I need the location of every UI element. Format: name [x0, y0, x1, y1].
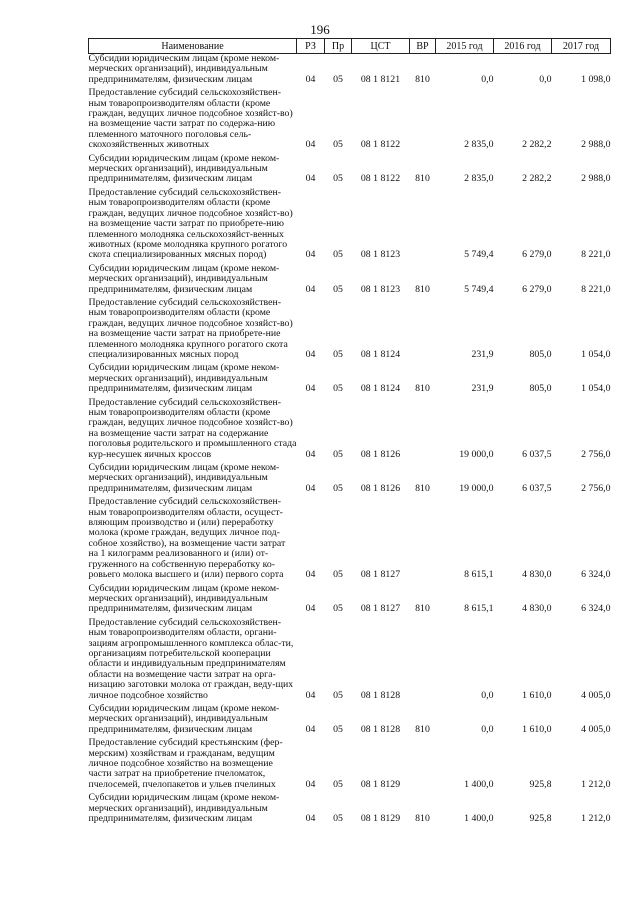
row-rz: 04 [305, 482, 316, 494]
row-name: Предоставление субсидий крестьянским (фер-мерским) хозяйствам и гражданам, ведущим личное подсобное хозяйство на возмещение части затрат на приобретение пчеломаток, пчелосемей, пчелопакетов и ульев пчелиных [88, 737, 283, 790]
header-2017: 2017 год [552, 39, 611, 54]
table-row [89, 793, 611, 827]
row-vr [410, 88, 436, 153]
row-2015: 2 835,0 [464, 173, 494, 185]
row-2015: 19 000,0 [459, 448, 494, 460]
row-name: Субсидии юридическим лицам (кроме неком-мерческих организаций), индивидуальным предпринимателям, физическим лицам [88, 152, 280, 185]
row-pr: 05 [333, 778, 343, 790]
row-2016: 6 279,0 [522, 283, 552, 295]
row-2015: 8 615,1 [464, 603, 494, 615]
table-row [89, 738, 611, 793]
row-vr: 810 [415, 73, 430, 85]
header-2015: 2015 год [436, 39, 494, 54]
row-2017: 1 054,0 [581, 348, 611, 360]
row-cst: 08 1 8123 [360, 283, 401, 295]
row-rz: 04 [305, 813, 316, 825]
row-2015: 5 749,4 [464, 249, 494, 261]
row-pr: 05 [333, 603, 343, 615]
row-2016: 4 830,0 [522, 603, 552, 615]
row-rz: 04 [305, 383, 316, 395]
row-2017: 1 212,0 [581, 778, 611, 790]
row-vr: 810 [415, 723, 430, 735]
row-cst: 08 1 8122 [360, 139, 401, 151]
row-pr: 05 [333, 383, 343, 395]
table-row [89, 618, 611, 704]
row-2015: 5 749,4 [464, 283, 494, 295]
row-2015: 0,0 [481, 723, 494, 735]
row-2015: 0,0 [481, 73, 494, 85]
row-rz: 04 [305, 348, 316, 360]
header-2016: 2016 год [494, 39, 552, 54]
row-name: Субсидии юридическим лицам (кроме неком-мерческих организаций), индивидуальным предпринимателям, физическим лицам [88, 53, 280, 85]
row-pr: 05 [333, 249, 343, 261]
row-pr: 05 [333, 139, 343, 151]
row-rz: 04 [305, 448, 316, 460]
row-rz: 04 [305, 689, 316, 701]
row-cst: 08 1 8128 [360, 723, 401, 735]
row-2017: 6 324,0 [581, 603, 611, 615]
table-row [89, 54, 611, 89]
table-row [89, 298, 611, 363]
row-vr: 810 [415, 603, 430, 615]
row-cst: 08 1 8129 [360, 778, 401, 790]
row-rz: 04 [305, 283, 316, 295]
row-2016: 2 282,2 [522, 173, 552, 185]
row-pr: 05 [333, 813, 343, 825]
row-vr [410, 298, 436, 363]
row-cst: 08 1 8122 [360, 173, 401, 185]
row-2016: 925,8 [529, 778, 552, 790]
row-vr [410, 738, 436, 793]
row-cst: 08 1 8126 [360, 448, 401, 460]
row-2017: 4 005,0 [581, 689, 611, 701]
row-name: Субсидии юридическим лицам (кроме неком-мерческих организаций), индивидуальным предпринимателям, физическим лицам [88, 582, 280, 615]
row-cst: 08 1 8127 [360, 603, 401, 615]
row-2015: 231,9 [471, 383, 494, 395]
row-rz: 04 [305, 778, 316, 790]
row-2016: 1 610,0 [522, 689, 552, 701]
row-pr: 05 [333, 569, 343, 581]
row-2015: 231,9 [471, 348, 494, 360]
table-row [89, 188, 611, 264]
row-2017: 2 756,0 [581, 448, 611, 460]
row-vr: 810 [415, 383, 430, 395]
row-2017: 4 005,0 [581, 723, 611, 735]
page-number: 196 [310, 22, 330, 37]
row-2017: 2 756,0 [581, 482, 611, 494]
row-vr [410, 398, 436, 463]
table-row [89, 463, 611, 497]
table-row [89, 363, 611, 397]
row-name: Предоставление субсидий сельскохозяйствен-ным товаропроизводителям области (кроме граждан, ведущих личное подсобное хозяйст-во) на возмещение части затрат по содержа-нию племенного маточного поголовья сель-скохозяйственных животных [88, 87, 293, 151]
row-cst: 08 1 8123 [360, 249, 401, 261]
row-vr: 810 [415, 482, 430, 494]
row-vr [410, 188, 436, 264]
row-cst: 08 1 8121 [360, 73, 401, 85]
row-2017: 6 324,0 [581, 569, 611, 581]
row-name: Предоставление субсидий сельскохозяйствен-ным товаропроизводителям области (кроме граждан, ведущих личное подсобное хозяйст-во) на возмещение части затрат на приобрете-ние племенного молодняка крупного рогатого скота специализированных мясных пород [88, 296, 293, 360]
row-2017: 2 988,0 [581, 139, 611, 151]
row-pr: 05 [333, 448, 343, 460]
row-2016: 4 830,0 [522, 569, 552, 581]
row-2016: 6 037,5 [522, 482, 552, 494]
row-rz: 04 [305, 73, 316, 85]
header-name: Наименование [89, 39, 297, 54]
row-pr: 05 [333, 482, 343, 494]
row-rz: 04 [305, 249, 316, 261]
row-cst: 08 1 8129 [360, 813, 401, 825]
row-name: Предоставление субсидий сельскохозяйствен-ным товаропроизводителям области, осущест-вляющим производство и (или) переработку молока (кроме граждан, ведущих личное под-собное хозяйство), на возмещение части затрат на 1 килограмм реализованного и (или) от-груженного на собственную переработку ко-ровьего молока высшего и (или) первого сорта [88, 496, 286, 581]
row-2016: 805,0 [529, 348, 552, 360]
row-cst: 08 1 8127 [360, 569, 401, 581]
table-row [89, 264, 611, 298]
row-2015: 8 615,1 [464, 569, 494, 581]
row-2017: 1 098,0 [581, 73, 611, 85]
row-rz: 04 [305, 569, 316, 581]
row-rz: 04 [305, 723, 316, 735]
table-row [89, 154, 611, 188]
row-2016: 805,0 [529, 383, 552, 395]
row-pr: 05 [333, 173, 343, 185]
row-name: Субсидии юридическим лицам (кроме неком-мерческих организаций), индивидуальным предпринимателям, физическим лицам [88, 462, 280, 494]
row-name: Субсидии юридическим лицам (кроме неком-мерческих организаций), индивидуальным предпринимателям, физическим лицам [88, 262, 280, 295]
row-cst: 08 1 8128 [360, 689, 401, 701]
table-row [89, 398, 611, 463]
row-vr [410, 497, 436, 583]
row-name: Субсидии юридическим лицам (кроме неком-мерческих организаций), индивидуальным предпринимателям, физическим лицам [88, 362, 280, 395]
row-2016: 1 610,0 [522, 723, 552, 735]
row-pr: 05 [333, 723, 343, 735]
header-vr: ВР [410, 39, 436, 54]
table-header-row [89, 39, 611, 54]
row-rz: 04 [305, 173, 316, 185]
table-row [89, 88, 611, 153]
row-2016: 6 279,0 [522, 249, 552, 261]
row-vr: 810 [415, 173, 430, 185]
row-2016: 2 282,2 [522, 139, 552, 151]
row-pr: 05 [333, 73, 343, 85]
header-rz: РЗ [297, 39, 325, 54]
row-name: Субсидии юридическим лицам (кроме неком-мерческих организаций), индивидуальным предпринимателям, физическим лицам [88, 702, 280, 735]
row-2017: 1 212,0 [581, 813, 611, 825]
row-2016: 6 037,5 [522, 448, 552, 460]
row-name: Предоставление субсидий сельскохозяйствен-ным товаропроизводителям области, органи-зациям агропромышленного комплекса облас-ти, организациям потребительской кооперации области и индивидуальным предпринимателям области на возмещение части затрат на орга-низацию заготовки молока от граждан, веду-щих личное подсобное хозяйство [88, 616, 294, 701]
row-pr: 05 [333, 689, 343, 701]
row-pr: 05 [333, 348, 343, 360]
table-row [89, 497, 611, 583]
table-row [89, 704, 611, 738]
row-2017: 2 988,0 [581, 173, 611, 185]
header-pr: Пр [325, 39, 352, 54]
row-vr: 810 [415, 283, 430, 295]
row-rz: 04 [305, 139, 316, 151]
row-pr: 05 [333, 283, 343, 295]
row-vr: 810 [415, 813, 430, 825]
row-2017: 8 221,0 [581, 249, 611, 261]
table-row [89, 584, 611, 618]
row-2017: 8 221,0 [581, 283, 611, 295]
row-2015: 2 835,0 [464, 139, 494, 151]
row-2015: 1 400,0 [464, 813, 494, 825]
row-cst: 08 1 8124 [360, 383, 401, 395]
header-cst: ЦСТ [352, 39, 410, 54]
row-name: Субсидии юридическим лицам (кроме неком-мерческих организаций), индивидуальным предпринимателям, физическим лицам [88, 792, 280, 825]
row-2015: 1 400,0 [464, 778, 494, 790]
row-rz: 04 [305, 603, 316, 615]
budget-table [88, 38, 611, 827]
row-2015: 0,0 [481, 689, 494, 701]
row-2016: 925,8 [529, 813, 552, 825]
row-2015: 19 000,0 [459, 482, 494, 494]
row-2016: 0,0 [539, 73, 552, 85]
table-body [89, 54, 611, 828]
row-cst: 08 1 8126 [360, 482, 401, 494]
row-name: Предоставление субсидий сельскохозяйствен-ным товаропроизводителям области (кроме граждан, ведущих личное подсобное хозяйст-во) на возмещение части затрат по приобрете-нию племенного молодняка сельскохозяйст-венных животных (кроме молодняка крупного рогатого скота специализированных мясных пород) [88, 186, 293, 261]
row-vr [410, 618, 436, 704]
row-name: Предоставление субсидий сельскохозяйствен-ным товаропроизводителям области (кроме граждан, ведущих личное подсобное хозяйст-во) на возмещение части затрат на содержание поголовья родительского и промышленного стада кур-несушек яичных кроссов [88, 396, 297, 460]
row-cst: 08 1 8124 [360, 348, 401, 360]
row-2017: 1 054,0 [581, 383, 611, 395]
